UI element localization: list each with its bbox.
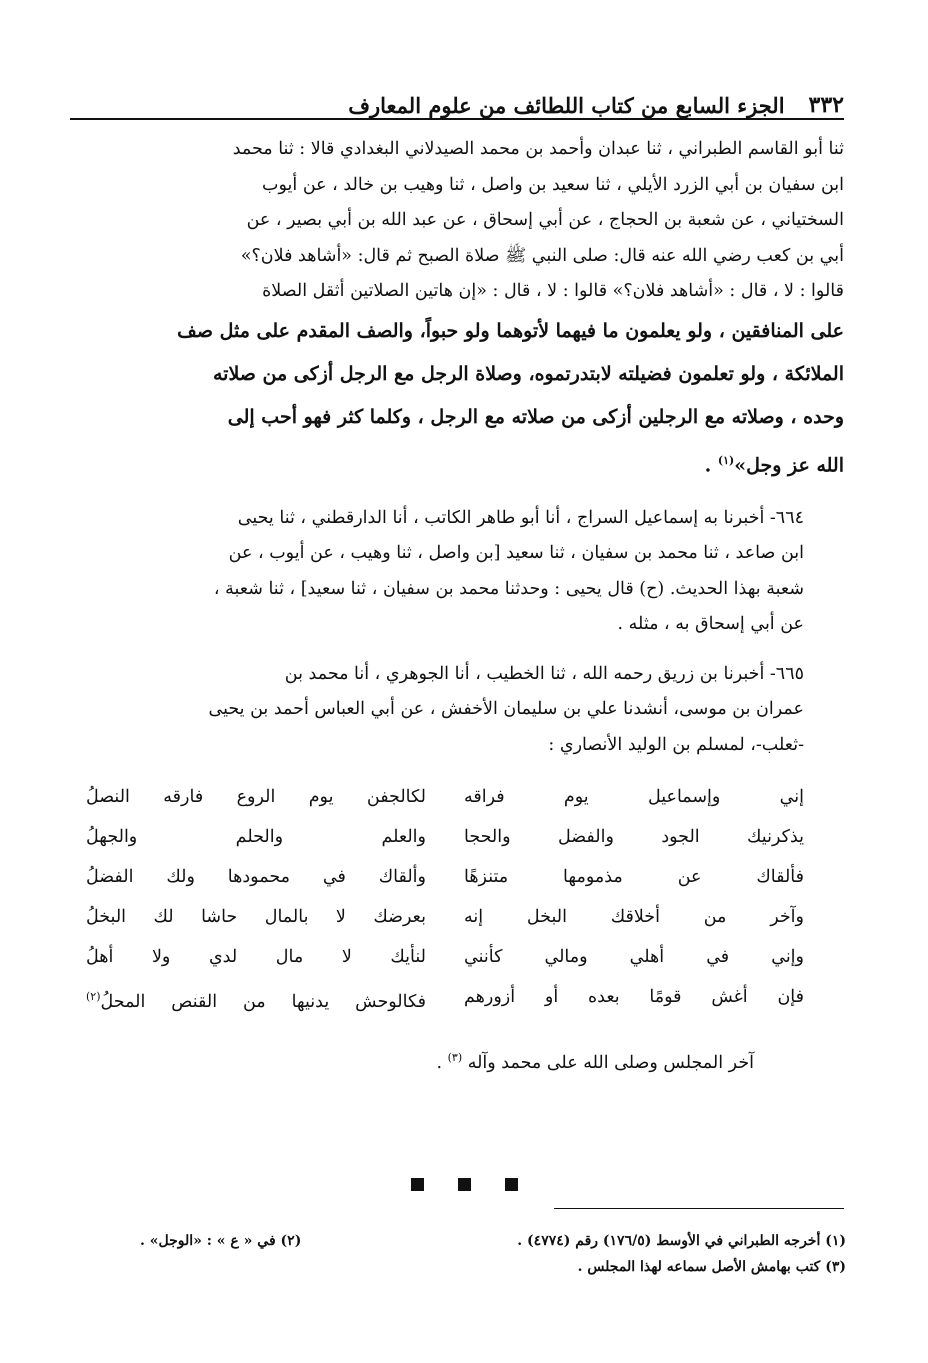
period: . [436, 1052, 448, 1073]
footnote-ref-3: (٣) [447, 1051, 463, 1065]
hadith-text-end: الله عز وجل» [734, 453, 844, 476]
text-line: -ثعلب-، لمسلم بن الوليد الأنصاري : [548, 734, 804, 755]
poem-verse [72, 897, 844, 937]
second-hemistich: لكالجفن يوم الروع فارقه النصلُ [86, 787, 426, 808]
hadith-text-line: على المنافقين ، ولو يعلمون ما فيهما لأتوهما ولو حبواً، والصف المقدم على مثل صف [177, 319, 844, 342]
page-number: ٣٣٢ [808, 92, 844, 118]
main-text [72, 132, 844, 1081]
poem-verse [72, 977, 844, 1022]
hemistich-text: فكالوحش يدنيها من القنص المحلُ [100, 992, 426, 1013]
second-hemistich: وألقاك في محمودها ولك الفضلُ [86, 867, 426, 888]
hadith-text-line [72, 439, 844, 487]
text-line: شعبة بهذا الحديث. (ح) قال يحيى : وحدثنا محمد بن سفيان ، ثنا سعيد] ، ثنا شعبة ، [213, 578, 804, 599]
footnote-2: (٢) في « ع » : «الوجل» . [140, 1233, 302, 1249]
hadith-text-line: الملائكة ، ولو تعلمون فضيلته لابتدرتموه، وصلاة الرجل مع الرجل أزكى من صلاته [212, 362, 844, 385]
paragraph-665 [72, 657, 844, 764]
closing-line [72, 1040, 844, 1081]
text-line: عن أبي إسحاق به ، مثله . [617, 614, 804, 635]
paragraph-hadith [72, 132, 844, 487]
footnotes [140, 1228, 846, 1280]
second-hemistich [86, 977, 426, 1022]
first-hemistich: وإني في أهلي ومالي كأنني [464, 947, 804, 968]
poem-verse [72, 777, 844, 817]
first-hemistich: إني وإسماعيل يوم فراقه [464, 787, 804, 808]
second-hemistich: والعلم والحلم والجهلُ [86, 827, 426, 848]
text-line: السختياني ، عن شعبة بن الحجاج ، عن أبي إسحاق ، عن عبد الله بن أبي بصير ، عن [246, 210, 844, 230]
footnote-1: (١) أخرجه الطبراني في الأوسط (١٧٦/٥) رقم (٤٧٧٤) . [517, 1233, 846, 1249]
separator-square-icon [411, 1178, 424, 1191]
poem-verse [72, 857, 844, 897]
poem-verse [72, 937, 844, 977]
text-line: ابن صاعد ، ثنا محمد بن سفيان ، ثنا سعيد [بن واصل ، ثنا وهيب ، عن أيوب ، عن [228, 543, 804, 564]
text-line: قالوا : لا ، قال : «أشاهد فلان؟» قالوا : لا ، قال : «إن هاتين الصلاتين أثقل الصلاة [262, 281, 844, 301]
first-hemistich: يذكرنيك الجود والفضل والحجا [464, 827, 804, 848]
text-line: عمران بن موسى، أنشدنا علي بن سليمان الأخفش ، عن أبي العباس أحمد بن يحيى [208, 699, 804, 720]
first-hemistich: فألقاك عن مذمومها متنزهًا [464, 867, 804, 888]
second-hemistich: بعرضك لا بالمال حاشا لك البخلُ [86, 907, 426, 928]
poem-verse [72, 817, 844, 857]
text-line: ٦٦٥- أخبرنا بن زريق رحمه الله ، ثنا الخطيب ، أنا الجوهري ، أنا محمد بن [284, 663, 804, 684]
text-line: ابن سفيان بن أبي الزرد الأيلي ، ثنا سعيد بن واصل ، ثنا وهيب بن خالد ، عن أيوب [262, 174, 844, 195]
footnote-divider [554, 1208, 844, 1209]
running-header [70, 78, 844, 120]
separator-square-icon [458, 1178, 471, 1191]
footnote-ref-2: (٢) [86, 990, 101, 1004]
footnote-ref-1: (١) [717, 453, 735, 467]
text-line: أبي بن كعب رضي الله عنه قال: صلى النبي ﷺ صلاة الصبح ثم قال: «أشاهد فلان؟» [240, 245, 844, 266]
hadith-text-line: وحده ، وصلاته مع الرجلين أزكى من صلاته مع الرجل ، وكلما كثر فهو أحب إلى [227, 405, 844, 428]
paragraph-664 [72, 501, 844, 643]
section-separator [0, 1178, 928, 1191]
running-title: الجزء السابع من كتاب اللطائف من علوم المعارف [348, 93, 785, 118]
first-hemistich: وآخر من أخلاقك البخل إنه [464, 907, 804, 928]
text-line: ثنا أبو القاسم الطبراني ، ثنا عبدان وأحمد بن محمد الصيدلاني البغدادي قالا : ثنا محمد [232, 139, 844, 159]
footnote-row [140, 1228, 846, 1254]
text-line: ٦٦٤- أخبرنا به إسماعيل السراج ، أنا أبو طاهر الكاتب ، أنا الدارقطني ، ثنا يحيى [237, 507, 804, 528]
footnote-3: (٣) كتب بهامش الأصل سماعه لهذا المجلس . [577, 1259, 846, 1275]
closing-text: آخر المجلس وصلى الله على محمد وآله [467, 1052, 754, 1073]
second-hemistich: لنأيك لا مال لدي ولا أهلُ [86, 947, 426, 968]
poem [72, 777, 844, 1022]
first-hemistich: فإن أغش قومًا بعده أو أزورهم [464, 987, 804, 1008]
period: . [704, 453, 718, 476]
separator-square-icon [505, 1178, 518, 1191]
